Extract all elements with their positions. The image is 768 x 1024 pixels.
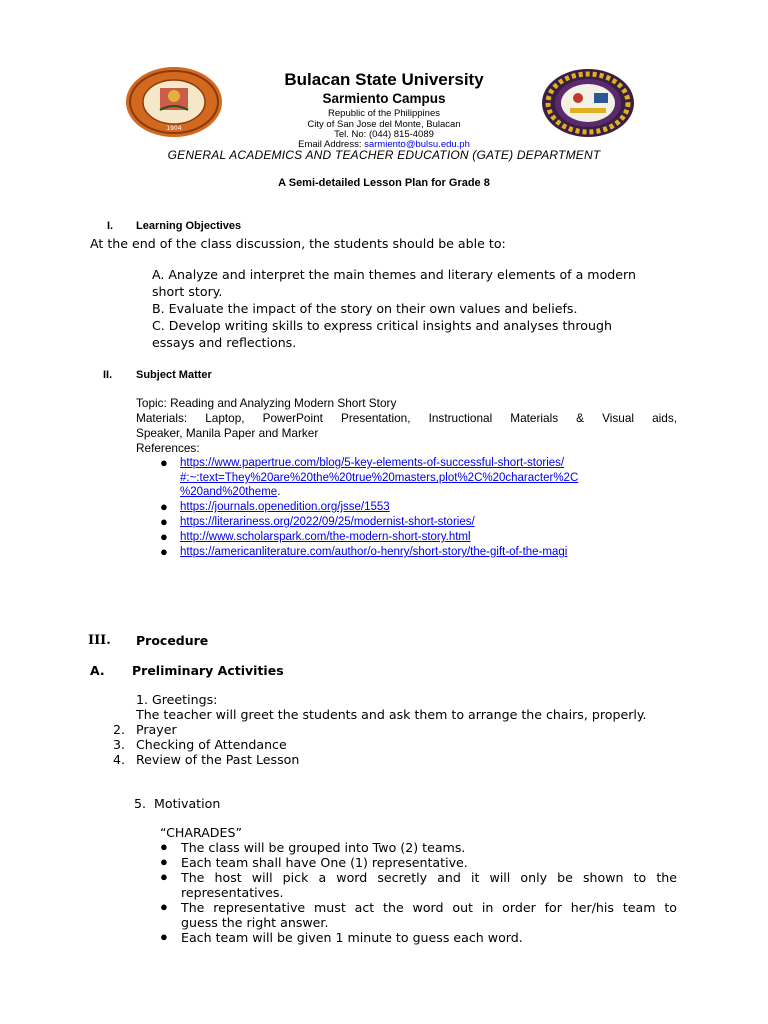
bullet-icon: ●	[160, 544, 168, 559]
charades-rule-4-line1: The representative must act the word out in order for her/his team to	[181, 900, 677, 915]
city-line: City of San Jose del Monte, Bulacan	[307, 119, 461, 130]
motivation-number: 5.	[134, 796, 147, 811]
procedure-title: Procedure	[136, 633, 209, 648]
topic-line: Topic: Reading and Analyzing Modern Short Story	[136, 396, 397, 410]
seal-year: 1904	[166, 125, 182, 132]
materials-line1: Materials: Laptop, PowerPoint Presentation, Instructional Materials & Visual aids,	[136, 411, 677, 425]
bullet-icon: ●	[160, 499, 168, 514]
bullet-icon: ●	[160, 854, 168, 869]
charades-rule-3-line1: The host will pick a word secretly and it will only be shown to the	[181, 870, 677, 885]
charades-rule-3-line2: representatives.	[181, 885, 284, 900]
subject-title: Subject Matter	[136, 369, 212, 381]
objective-a-line2: short story.	[152, 284, 223, 299]
objective-b: B. Evaluate the impact of the story on their own values and beliefs.	[152, 301, 578, 316]
motivation-label: Motivation	[154, 796, 221, 811]
objectives-title: Learning Objectives	[136, 220, 242, 232]
department-name: GENERAL ACADEMICS AND TEACHER EDUCATION (GATE) DEPARTMENT	[167, 148, 601, 162]
reference-link-1-line2[interactable]: #:~:text=They%20are%20the%20true%20masters,plot%2C%20character%2C	[180, 472, 579, 484]
references-label: References:	[136, 441, 200, 455]
materials-line2: Speaker, Manila Paper and Marker	[136, 426, 319, 440]
review-number: 4.	[113, 752, 126, 767]
tel-line: Tel. No: (044) 815-4089	[334, 129, 434, 140]
bullet-icon: ●	[160, 455, 168, 470]
greetings-label: 1. Greetings:	[136, 692, 218, 707]
reference-link-1-line1[interactable]: https://www.papertrue.com/blog/5-key-elements-of-successful-short-stories/	[180, 457, 565, 469]
greetings-text: The teacher will greet the students and ask them to arrange the chairs, properly.	[136, 707, 647, 722]
attendance-text: Checking of Attendance	[136, 737, 287, 752]
preliminary-number: A.	[90, 663, 105, 678]
charades-rule-5: Each team will be given 1 minute to guess each word.	[181, 930, 523, 945]
attendance-number: 3.	[113, 737, 126, 752]
reference-link-5[interactable]: https://americanliterature.com/author/o-henry/short-story/the-gift-of-the-magi	[180, 546, 568, 558]
bullet-icon: ●	[160, 869, 168, 884]
reference-link-1-period: .	[277, 486, 281, 498]
bullet-icon: ●	[160, 514, 168, 529]
bullet-icon: ●	[160, 839, 168, 854]
reference-link-4[interactable]: http://www.scholarspark.com/the-modern-short-story.html	[180, 531, 471, 543]
reference-link-1-line3[interactable]: %20and%20theme	[180, 486, 278, 498]
email-link[interactable]: sarmiento@bulsu.edu.ph	[364, 139, 470, 150]
country-line: Republic of the Philippines	[328, 108, 440, 119]
objective-c-line2: essays and reflections.	[152, 335, 297, 350]
preliminary-title: Preliminary Activities	[132, 663, 284, 678]
charades-rule-2: Each team shall have One (1) representative.	[181, 855, 468, 870]
charades-title: “CHARADES”	[160, 825, 242, 840]
lesson-plan-title: A Semi-detailed Lesson Plan for Grade 8	[278, 177, 490, 189]
prayer-number: 2.	[113, 722, 126, 737]
charades-rule-1: The class will be grouped into Two (2) teams.	[181, 840, 466, 855]
reference-link-3[interactable]: https://literariness.org/2022/09/25/modernist-short-stories/	[180, 516, 475, 528]
charades-rule-4-line2: guess the right answer.	[181, 915, 329, 930]
campus-name: Sarmiento Campus	[322, 91, 446, 106]
reference-link-2[interactable]: https://journals.openedition.org/jsse/1553	[180, 501, 390, 513]
bullet-icon: ●	[160, 529, 168, 544]
reference-link-1-line3-wrap	[180, 485, 280, 499]
bullet-icon: ●	[160, 899, 168, 914]
procedure-number: III.	[88, 633, 111, 648]
objectives-number: I.	[107, 220, 114, 232]
bullet-icon: ●	[160, 929, 168, 944]
objectives-intro: At the end of the class discussion, the students should be able to:	[90, 236, 506, 251]
email-label: Email Address:	[298, 139, 365, 150]
review-text: Review of the Past Lesson	[136, 752, 300, 767]
objective-a-line1: A. Analyze and interpret the main themes and literary elements of a modern	[152, 267, 636, 282]
prayer-text: Prayer	[136, 722, 177, 737]
university-name: Bulacan State University	[284, 70, 484, 89]
objective-c-line1: C. Develop writing skills to express critical insights and analyses through	[152, 318, 612, 333]
subject-number: II.	[103, 369, 113, 381]
